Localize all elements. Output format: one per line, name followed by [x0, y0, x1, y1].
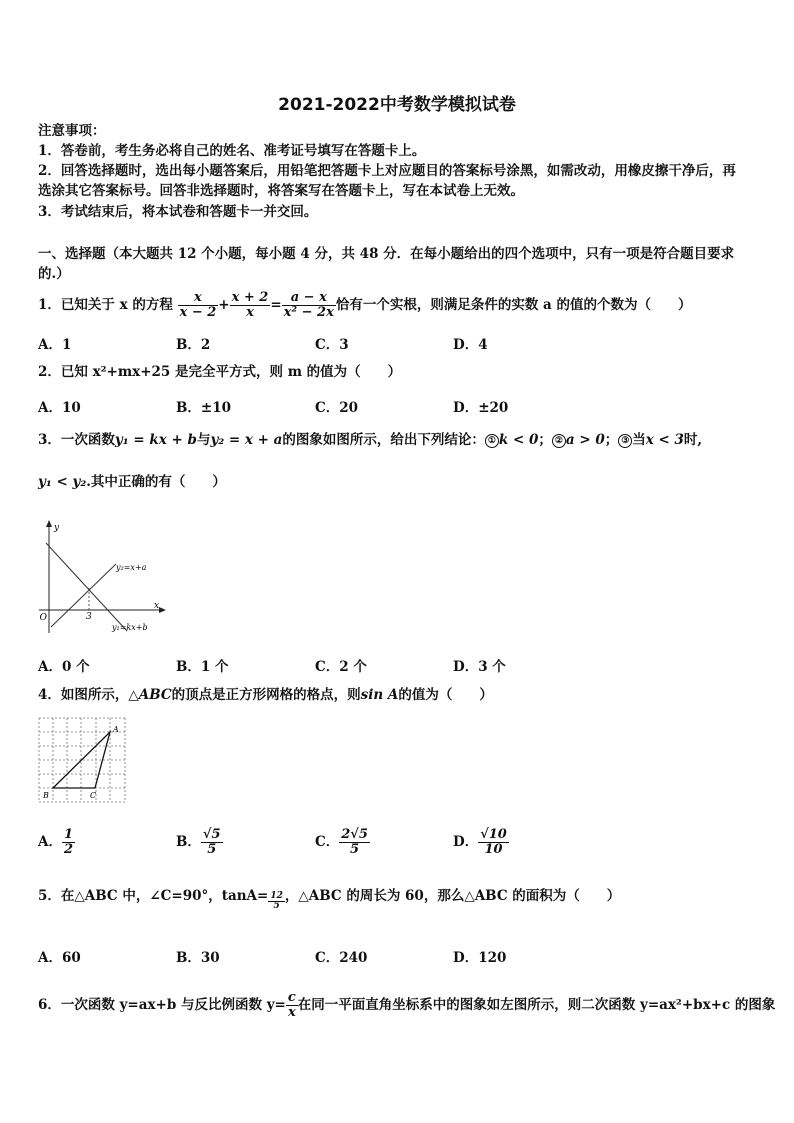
label-y1: y₁=kx+b — [112, 623, 148, 632]
option-fraction: $\frac{√5}{5}$ — [202, 827, 221, 857]
q3-option-d[interactable]: D．3 个 — [453, 659, 506, 675]
q3-text: 时, — [683, 432, 703, 448]
triangle-abc — [53, 732, 110, 788]
separator: ； — [604, 432, 619, 448]
q3-text: 与 — [196, 432, 211, 448]
option-fraction: $\frac{1}{2}$ — [63, 827, 74, 857]
origin-label: O — [39, 613, 47, 623]
circled-number-2: ② — [552, 434, 566, 448]
notice-line: 1．答卷前，考生务必将自己的姓名、准考证号填写在答题卡上。 — [38, 143, 426, 159]
q6-fraction: $\frac{c}{x}$ — [287, 990, 296, 1020]
vertex-b-label: B — [43, 791, 49, 800]
q3-text: 3．一次函数 — [38, 432, 115, 448]
x-axis-arrow — [159, 607, 166, 613]
q3-conclusion-2: a > 0 — [565, 432, 605, 448]
q1-fraction-3: $\frac{a - x}{\text{x² − 2x}}$ — [283, 290, 334, 320]
q4-option-c[interactable] — [315, 828, 370, 857]
q3-text: .其中正确的有（ ） — [86, 474, 226, 490]
question-2: 2．已知 x²+mx+25 是完全平方式，则 m 的值为（ ） — [38, 364, 402, 380]
question-4 — [38, 687, 493, 703]
q4-grid-figure — [37, 716, 129, 806]
q1-option-b[interactable]: B．2 — [176, 337, 211, 353]
q5-option-a[interactable]: A．60 — [38, 950, 81, 966]
vertex-c-label: C — [90, 791, 97, 800]
circled-number-3: ③ — [618, 434, 632, 448]
question-1 — [38, 288, 692, 322]
notice-line: 2．回答选择题时，选出每小题答案后，用铅笔把答题卡上对应题目的答案标号涂黑，如需改动，用橡皮擦干净后，再 — [38, 163, 736, 179]
q5-option-d[interactable]: D．120 — [453, 950, 507, 966]
question-3-cont — [38, 474, 226, 490]
notice-line: 3．考试结束后，将本试卷和答题卡一并交回。 — [38, 204, 318, 220]
q5-fraction: $\frac{12}{5}$ — [270, 891, 283, 911]
section-heading-cont: 的.） — [38, 266, 70, 282]
separator: ； — [538, 432, 552, 448]
q1-prefix: 1．已知关于 x 的方程 — [38, 297, 173, 313]
section-heading: 一、选择题（本大题共 12 个小题，每小题 4 分，共 48 分．在每小题给出的四个选项中，只有一项是符合题目要求 — [38, 246, 735, 262]
q6-text: 在同一平面直角坐标系中的图象如左图所示，则二次函数 y=ax²+bx+c 的图象 — [297, 997, 776, 1013]
q5-option-c[interactable]: C．240 — [315, 950, 368, 966]
q3-condition: x < 3 — [645, 432, 684, 448]
q4-text: 的值为（ ） — [398, 687, 493, 703]
q4-text: 4．如图所示， — [38, 687, 129, 703]
option-fraction: $\frac{2√5}{5}$ — [341, 827, 368, 857]
q3-conclusion-3: 当 — [632, 432, 646, 448]
q1-fraction-1: $\frac{x}{x - 2}$ — [179, 290, 217, 320]
question-6 — [38, 988, 775, 1022]
q1-option-c[interactable]: C．3 — [315, 337, 349, 353]
q3-y1-definition: y₁ = kx + b — [114, 432, 197, 448]
notice-line: 选涂其它答案标号。回答非选择题时，将答案写在答题卡上，写在本试卷上无效。 — [38, 183, 524, 199]
q6-text: 6．一次函数 y=ax+b 与反比例函数 y= — [38, 997, 286, 1013]
q4-option-d[interactable] — [453, 828, 509, 857]
option-label: A． — [38, 834, 62, 850]
plus-sign: + — [218, 297, 230, 313]
q1-fraction-2: $\frac{x + 2}{x}$ — [231, 290, 269, 320]
q5-text: ，△ABC 的周长为 60，那么△ABC 的面积为（ ） — [284, 888, 621, 904]
q2-option-c[interactable]: C．20 — [315, 400, 359, 416]
page-title: 2021-2022中考数学模拟试卷 — [278, 95, 516, 115]
equals-sign: = — [270, 297, 282, 313]
q4-sin-a: sin A — [360, 687, 399, 703]
q2-option-a[interactable]: A．10 — [38, 400, 81, 416]
q3-conclusion-3-inequality: y₁ < y₂ — [38, 474, 87, 490]
y-axis-arrow — [46, 520, 52, 527]
q2-option-d[interactable]: D．±20 — [453, 400, 509, 416]
q4-option-b[interactable] — [176, 828, 223, 857]
q1-option-a[interactable]: A．1 — [38, 337, 72, 353]
q3-option-c[interactable]: C．2 个 — [315, 659, 367, 675]
q4-text: 的顶点是正方形网格的格点，则 — [171, 687, 361, 703]
option-label: D． — [453, 834, 479, 850]
question-5 — [38, 885, 620, 911]
option-fraction: $\frac{√10}{10}$ — [480, 827, 507, 857]
q3-text: 的图象如图所示，给出下列结论： — [282, 432, 485, 448]
q3-option-b[interactable]: B．1 个 — [176, 659, 229, 675]
q3-option-a[interactable]: A．0 个 — [38, 659, 90, 675]
q1-option-d[interactable]: D．4 — [453, 337, 488, 353]
q5-option-b[interactable]: B．30 — [176, 950, 220, 966]
label-y2: y₂=x+a — [116, 563, 147, 572]
q3-y2-definition: y₂ = x + a — [210, 432, 283, 448]
circled-number-1: ① — [485, 434, 499, 448]
q4-triangle: △ABC — [128, 687, 172, 703]
q2-option-b[interactable]: B．±10 — [176, 400, 232, 416]
q3-conclusion-1: k < 0 — [498, 432, 539, 448]
y-axis-label: y — [54, 523, 60, 533]
vertex-a-label: A — [113, 725, 119, 734]
notice-heading: 注意事项： — [38, 123, 106, 139]
q5-text: 5．在△ABC 中，∠C=90°，tanA= — [38, 888, 269, 904]
question-3 — [38, 432, 702, 448]
option-label: B． — [176, 834, 201, 850]
q1-suffix: 恰有一个实根，则满足条件的实数 a 的值的个数为（ ） — [335, 297, 692, 313]
q3-graph — [34, 518, 174, 638]
q4-option-a[interactable] — [38, 828, 75, 857]
option-label: C． — [315, 834, 340, 850]
x-axis-label: x — [154, 601, 160, 611]
line-y2 — [51, 564, 116, 627]
tick-label-3: 3 — [86, 612, 92, 622]
